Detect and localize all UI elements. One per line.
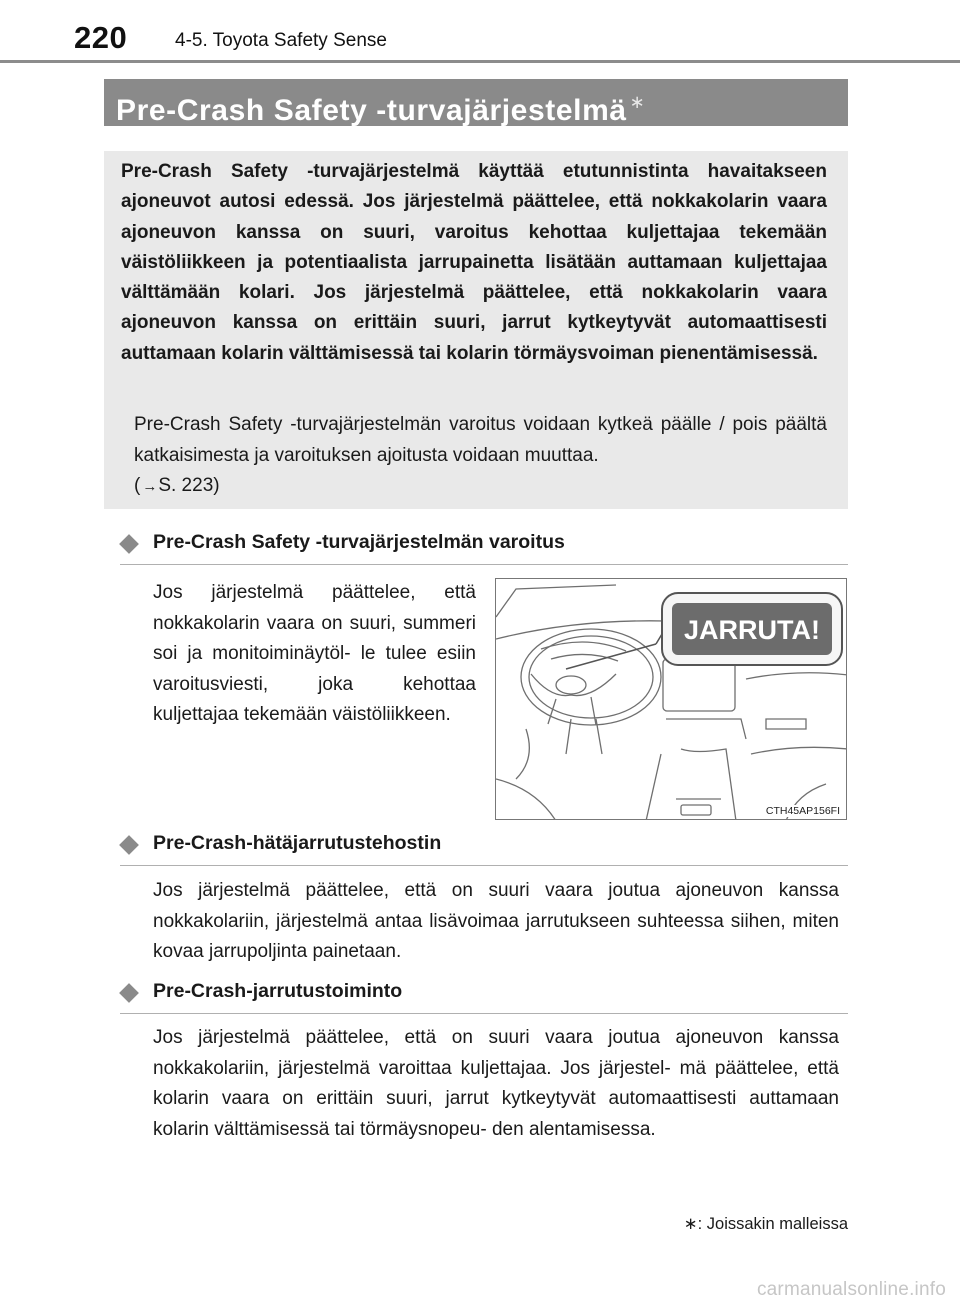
intro-note-text: Pre-Crash Safety -turvajärjestelmän varoitus voidaan kytkeä päälle / pois päältä katkaisimesta ja varoituksen ajoitusta voidaan muuttaa. xyxy=(134,414,827,466)
section-title: Pre-Crash Safety -turvajärjestelmä xyxy=(116,94,627,127)
page-ref-open: ( xyxy=(134,475,141,496)
page-ref-link[interactable]: S. 223) xyxy=(158,475,220,496)
subsection-heading-warning xyxy=(120,528,848,565)
section-title-bar xyxy=(104,79,848,126)
intro-paragraph: Pre-Crash Safety -turvajärjestelmä käyttää etutunnistinta havaitakseen ajoneuvot autosi edessä. Jos järjestelmä päättelee, että nokkakolarin vaara ajoneuvon kanssa on suuri, varoitus kehottaa kuljettajaa tekemään väistöliikkeen ja potentiaalista jarrupainetta lisätään auttamaan kuljettajaa välttämään kolari. Jos järjestelmä päättelee, että nokkakolarin vaara ajoneuvon kanssa on erittäin suuri, jarrut kytkeytyvät automaattisesti auttamaan kolarin välttämisessä tai kolarin törmäysvoiman pienentämisessä. xyxy=(121,161,827,364)
asterisk-marker: ∗ xyxy=(629,92,646,112)
figure-code: CTH45AP156FI xyxy=(765,805,840,817)
dashboard-drawing xyxy=(496,579,847,820)
subsection-body-brake-assist: Jos järjestelmä päättelee, että on suuri vaara joutua ajoneuvon kanssa nokkakolariin, järjestelmä antaa lisävoimaa jarrutukseen suhteessa siihen, miten kovaa jarrupoljinta painetaan. xyxy=(153,880,839,962)
intro-note xyxy=(134,410,827,503)
subsection-heading-label: Pre-Crash-jarrutustoiminto xyxy=(153,980,403,1002)
warning-message: JARRUTA! xyxy=(684,615,820,645)
subsection-heading-brake-assist xyxy=(120,829,848,866)
diamond-bullet-icon xyxy=(119,835,139,855)
page-number: 220 xyxy=(74,20,128,55)
subsection-body-warning: Jos järjestelmä päättelee, että nokkakolarin vaara on suuri, summeri soi ja monitoiminäytöl- le tulee esiin varoitusviesti, joka kehottaa kuljettajaa tekemään väistöliikkeen. xyxy=(153,582,476,725)
subsection-body-braking: Jos järjestelmä päättelee, että on suuri vaara joutua ajoneuvon kanssa nokkakolariin, järjestelmä varoittaa kuljettajaa. Jos järjestel- mä päättelee, että kolarin vaara on erittäin suuri, jarrut kytkeytyvät automaattisesti auttamaan kolarin välttämisessä tai törmäysnopeu- den alentamisessa. xyxy=(153,1027,839,1140)
diamond-bullet-icon xyxy=(119,534,139,554)
asterisk-marker: ∗ xyxy=(683,1215,698,1233)
footnote xyxy=(684,1214,848,1234)
subsection-heading-label: Pre-Crash Safety -turvajärjestelmän varoitus xyxy=(153,531,565,553)
footnote-text: : Joissakin malleissa xyxy=(697,1215,848,1233)
watermark: carmanualsonline.info xyxy=(756,1279,946,1300)
diamond-bullet-icon xyxy=(119,983,139,1003)
subsection-heading-braking xyxy=(120,977,848,1014)
arrow-right-icon: → xyxy=(142,478,158,495)
dashboard-illustration xyxy=(495,578,847,820)
subsection-heading-label: Pre-Crash-hätäjarrutustehostin xyxy=(153,832,442,854)
header-rule xyxy=(0,60,960,63)
running-head-section: 4-5. Toyota Safety Sense xyxy=(175,30,387,51)
